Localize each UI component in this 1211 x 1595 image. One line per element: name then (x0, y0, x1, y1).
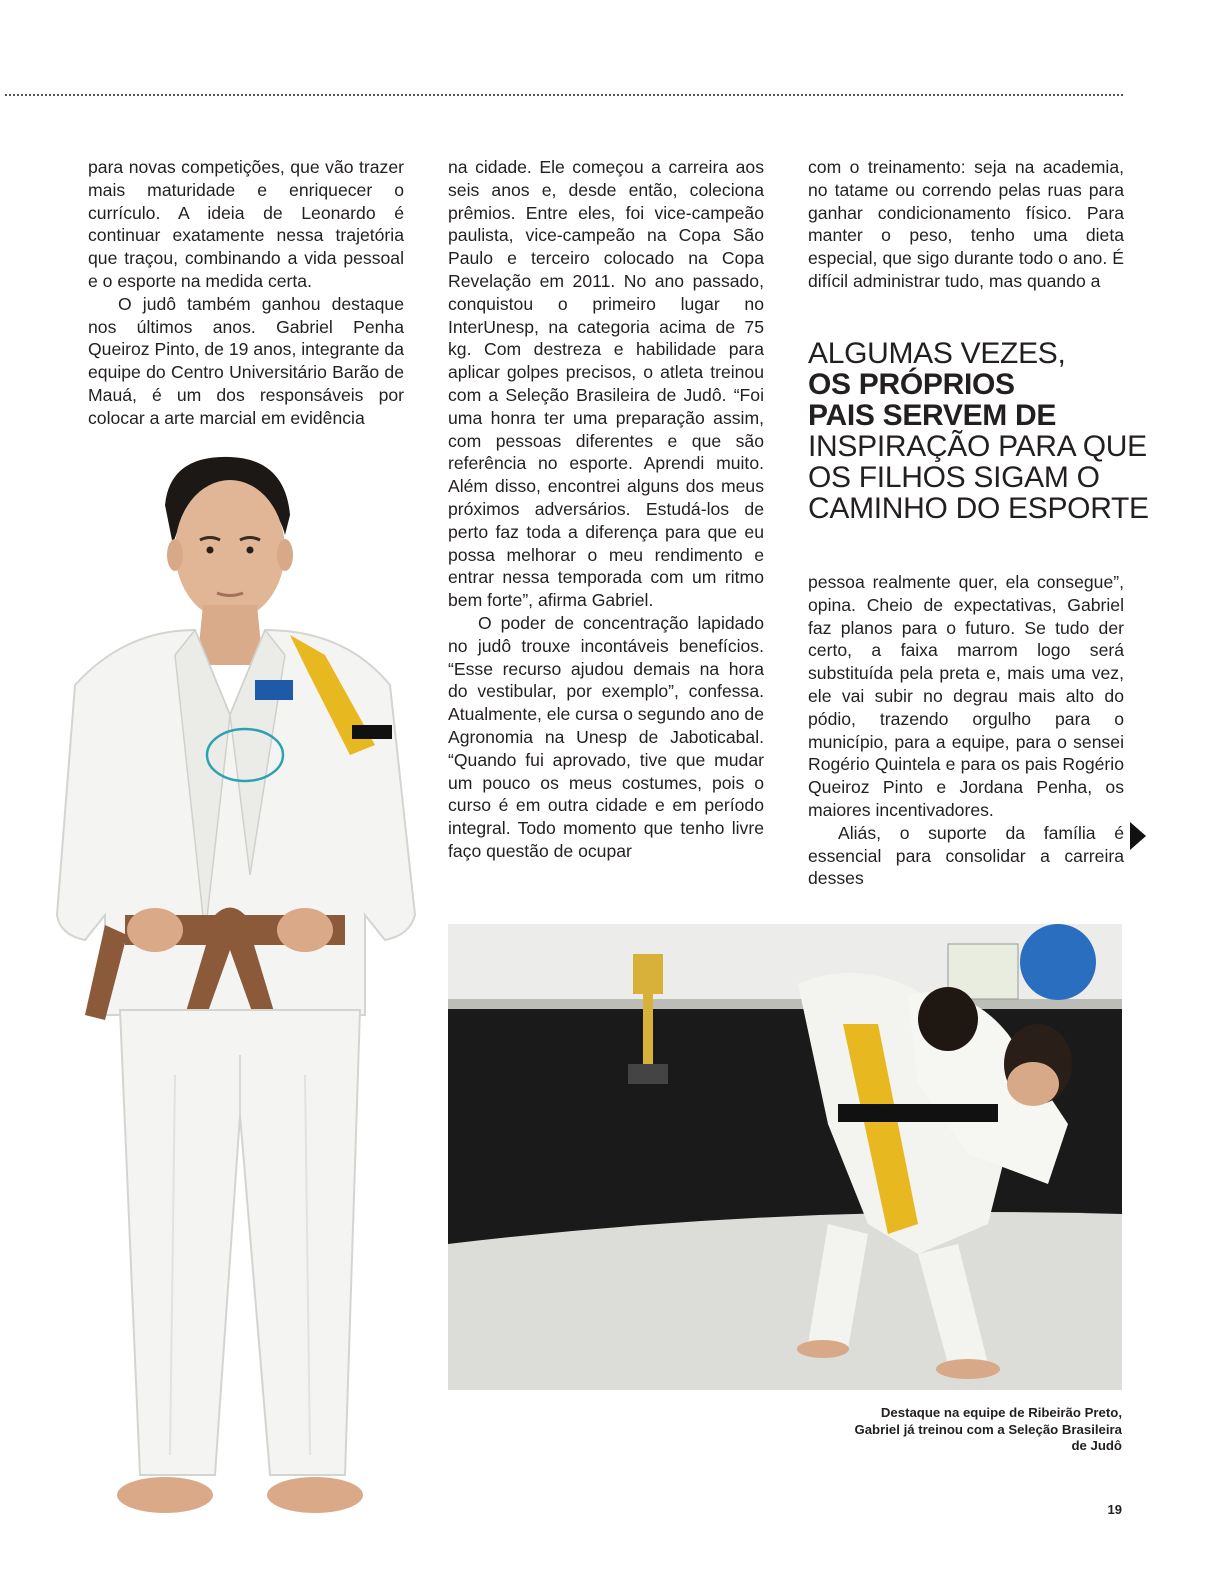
pull-quote-line: OS FILHOS SIGAM O (808, 461, 1100, 494)
pull-quote-line-bold: OS PRÓPRIOS (808, 368, 1015, 401)
article-column-1 (88, 156, 404, 430)
training-photo-image (448, 924, 1122, 1390)
pull-quote-line: CAMINHO DO ESPORTE (808, 492, 1149, 525)
paragraph: na cidade. Ele começou a carreira aos seis anos e, desde então, coleciona prêmios. Entre eles, foi vice-campeão paulista, vice-campeão na Copa São Paulo e terceiro colocado na Copa Revelação em 2011. No ano passado, conquistou o primeiro lugar no InterUnesp, na categoria acima de 75 kg. Com destreza e habilidade para aplicar golpes precisos, o atleta treinou com a Seleção Brasileira de Judô. “Foi uma honra ter uma preparação assim, com pessoas diferentes e que são referência no esporte. Aprendi muito. Além disso, encontrei alguns dos meus próximos adversários. Estudá-los de perto faz toda a diferença para que eu possa melhorar o meu rendimento e entrar nessa temporada com um ritmo bem forte”, afirma Gabriel. (448, 157, 764, 611)
pull-quote-line-bold: PAIS SERVEM DE (808, 399, 1057, 432)
paragraph: O poder de concentração lapidado no judô trouxe incontáveis benefícios. “Esse recurso ajudou demais na hora do vestibular, por exemplo”, confessa. Atualmente, ele cursa o segundo ano de Agronomia na Unesp de Jaboticabal. “Quando fui aprovado, tive que mudar um pouco os meus costumes, pois o curso é em outra cidade e em período integral. Todo momento que tenho livre faço questão de ocupar (448, 612, 764, 861)
article-column-2 (448, 156, 764, 863)
page-number: 19 (1107, 1502, 1122, 1517)
paragraph: para novas competições, que vão trazer mais maturidade e enriquecer o currículo. A ideia de Leonardo é continuar exatamente nessa trajetória que traçou, combinando a vida pessoal e o esporte na medida certa. (88, 157, 404, 291)
top-dotted-rule (5, 94, 1123, 96)
pull-quote (808, 338, 1168, 524)
pull-quote-line: ALGUMAS VEZES, (808, 337, 1066, 370)
article-column-3-top (808, 156, 1124, 293)
photo-caption: Destaque na equipe de Ribeirão Preto, Gabriel já treinou com a Seleção Brasileira de Judô (854, 1405, 1122, 1453)
paragraph: pessoa realmente quer, ela consegue”, opina. Cheio de expectativas, Gabriel faz planos para o futuro. Se tudo der certo, a faixa marrom logo será substituída pela preta e, mais uma vez, ele vai subir no degrau mais alto do pódio, trazendo orgulho para o município, para a equipe, para o sensei Rogério Quintela e para os pais Rogério Queiroz Pinto e Jordana Penha, os maiores incentivadores. (808, 572, 1124, 820)
pull-quote-line: INSPIRAÇÃO PARA QUE (808, 430, 1147, 463)
paragraph: Aliás, o suporte da família é essencial para consolidar a carreira desses (808, 822, 1124, 889)
paragraph: com o treinamento: seja na academia, no tatame ou correndo pelas ruas para ganhar condicionamento físico. Para manter o peso, tenho uma dieta especial, que sigo durante todo o ano. É difícil administrar tudo, mas quando a (808, 157, 1124, 291)
continue-arrow-icon (1130, 822, 1146, 850)
paragraph: O judô também ganhou destaque nos últimos anos. Gabriel Penha Queiroz Pinto, de 19 anos, integrante da equipe do Centro Universitário Barão de Mauá, é um dos responsáveis por colocar a arte marcial em evidência (88, 293, 404, 428)
article-column-3-bottom (808, 571, 1124, 890)
judoka-portrait-image (45, 455, 430, 1555)
